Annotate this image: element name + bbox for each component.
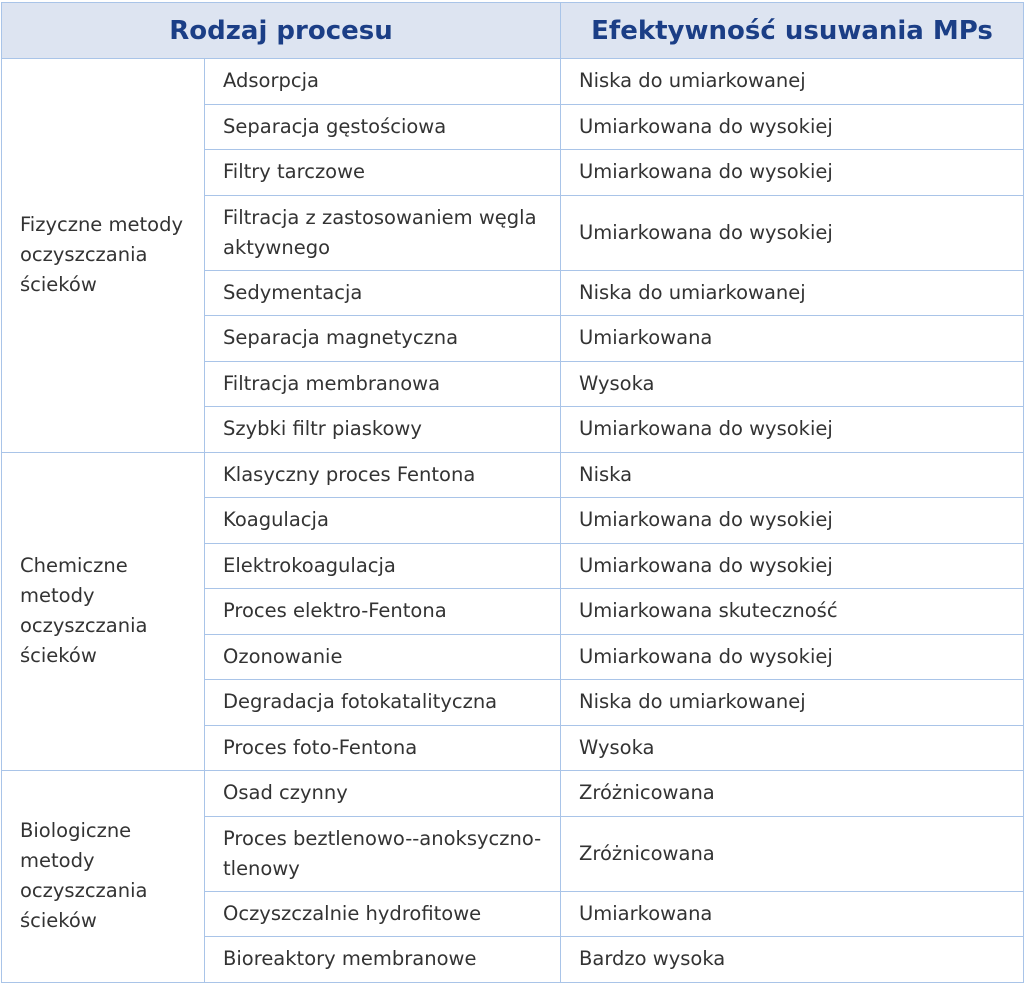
mps-removal-table (1, 2, 1024, 983)
process-cell: Elektrokoagulacja (205, 543, 561, 589)
process-cell: Proces foto-Fentona (205, 725, 561, 771)
process-cell: Degradacja fotokatalityczna (205, 680, 561, 726)
efficiency-cell: Niska do umiarkowanej (561, 59, 1024, 105)
process-cell: Filtracja z zastosowaniem węgla aktywnego (205, 195, 561, 270)
process-cell: Filtry tarczowe (205, 150, 561, 196)
category-chemical: Chemiczne metody oczyszczania ścieków (2, 452, 205, 771)
efficiency-cell: Umiarkowana do wysokiej (561, 543, 1024, 589)
process-cell: Separacja magnetyczna (205, 316, 561, 362)
process-cell: Ozonowanie (205, 634, 561, 680)
process-cell: Osad czynny (205, 771, 561, 817)
efficiency-cell: Bardzo wysoka (561, 937, 1024, 983)
table-row (2, 771, 1024, 817)
process-cell: Klasyczny proces Fentona (205, 452, 561, 498)
efficiency-cell: Umiarkowana do wysokiej (561, 150, 1024, 196)
efficiency-cell: Niska do umiarkowanej (561, 270, 1024, 316)
efficiency-cell: Umiarkowana do wysokiej (561, 104, 1024, 150)
header-process-type: Rodzaj procesu (2, 3, 561, 59)
process-cell: Adsorpcja (205, 59, 561, 105)
efficiency-cell: Zróżnicowana (561, 771, 1024, 817)
process-cell: Oczyszczalnie hydrofitowe (205, 891, 561, 937)
efficiency-cell: Wysoka (561, 361, 1024, 407)
header-row (2, 3, 1024, 59)
efficiency-cell: Umiarkowana do wysokiej (561, 634, 1024, 680)
category-physical: Fizyczne metody oczyszczania ścieków (2, 59, 205, 453)
efficiency-cell: Niska do umiarkowanej (561, 680, 1024, 726)
table-row (2, 452, 1024, 498)
category-biological: Biologiczne metody oczyszczania ścieków (2, 771, 205, 983)
table-row (2, 59, 1024, 105)
efficiency-cell: Niska (561, 452, 1024, 498)
process-cell: Szybki filtr piaskowy (205, 407, 561, 453)
efficiency-cell: Zróżnicowana (561, 816, 1024, 891)
efficiency-cell: Umiarkowana (561, 316, 1024, 362)
efficiency-cell: Umiarkowana (561, 891, 1024, 937)
efficiency-cell: Umiarkowana skuteczność (561, 589, 1024, 635)
efficiency-cell: Umiarkowana do wysokiej (561, 407, 1024, 453)
efficiency-cell: Wysoka (561, 725, 1024, 771)
process-cell: Separacja gęstościowa (205, 104, 561, 150)
process-cell: Koagulacja (205, 498, 561, 544)
efficiency-cell: Umiarkowana do wysokiej (561, 195, 1024, 270)
efficiency-cell: Umiarkowana do wysokiej (561, 498, 1024, 544)
process-cell: Bioreaktory membranowe (205, 937, 561, 983)
process-cell: Filtracja membranowa (205, 361, 561, 407)
header-efficiency: Efektywność usuwania MPs (561, 3, 1024, 59)
process-cell: Proces elektro-Fentona (205, 589, 561, 635)
process-cell: Sedymentacja (205, 270, 561, 316)
process-cell: Proces beztlenowo--anoksyczno-tlenowy (205, 816, 561, 891)
